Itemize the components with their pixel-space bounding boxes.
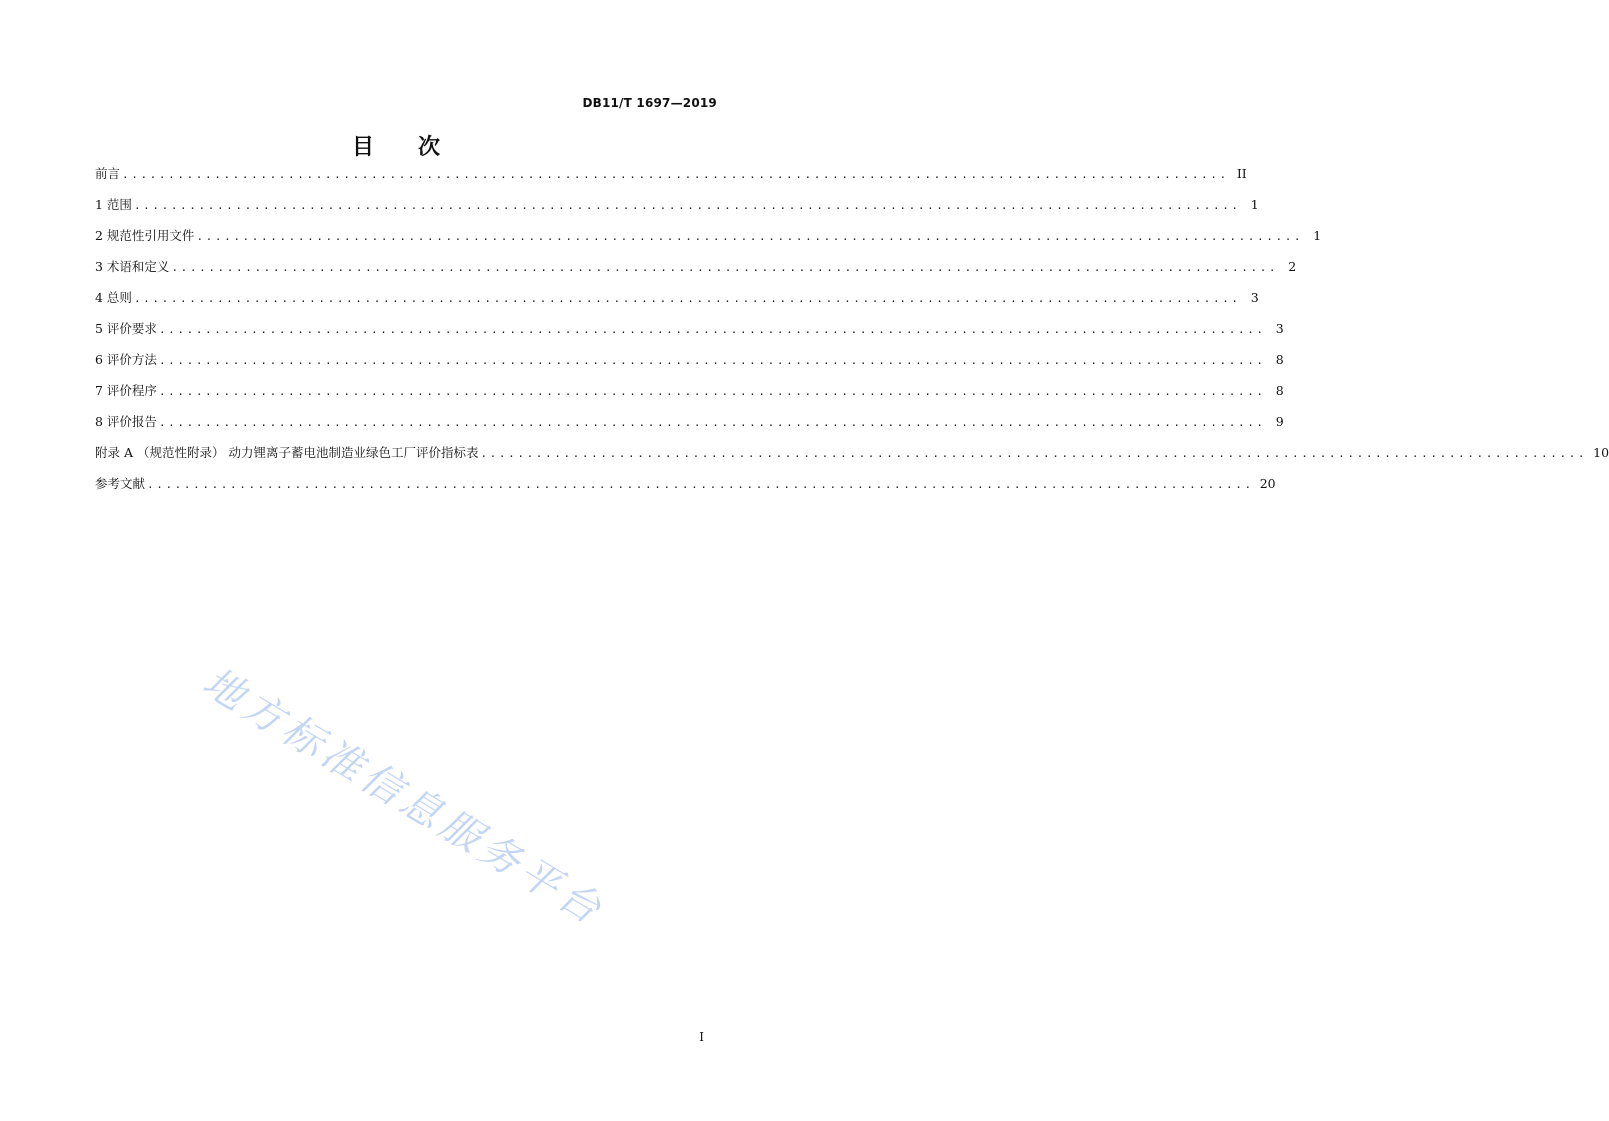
page-number: I [699,1030,704,1044]
toc-entry-normative-references[interactable] [95,225,1322,256]
toc-leader-dots: ........................................................................................................................ [171,261,1279,274]
toc-entry-bibliography[interactable] [95,473,1276,504]
document-code: DB11/T 1697—2019 [582,96,717,110]
toc-entry-label: 1 范围 [95,197,132,212]
toc-entry-label: 4 总则 [95,290,132,305]
toc-leader-dots: ........................................................................................................................ [158,416,1266,429]
toc-entry-label: 参考文献 [95,476,146,491]
toc-entry-page: 10 [1593,445,1609,460]
toc-leader-dots: ........................................................................................................................ [147,478,1254,491]
toc-title: 目 次 [351,135,440,160]
toc-leader-dots: ........................................................................................................................ [196,230,1304,243]
toc-entry-page: 9 [1275,414,1284,429]
toc-leader-dots: ........................................................................................................................ [158,354,1266,367]
toc-entry-foreword[interactable] [95,163,1247,194]
toc-entry-label: 3 术语和定义 [95,259,170,274]
toc-entry-label: 8 评价报告 [95,414,157,429]
table-of-contents [95,163,1609,504]
toc-entry-label: 前言 [95,166,121,181]
toc-leader-dots: ........................................................................................................................ [133,292,1241,305]
toc-entry-requirements[interactable] [95,318,1284,349]
toc-entry-page: 1 [1250,197,1259,212]
toc-leader-dots: ........................................................................................................................ [133,199,1241,212]
watermark-text: 地方标准信息服务平台 [194,659,613,936]
watermark [190,650,660,940]
toc-entry-page: 3 [1275,321,1284,336]
toc-entry-terms[interactable] [95,256,1297,287]
toc-entry-report[interactable] [95,411,1284,442]
toc-entry-label: 2 规范性引用文件 [95,228,195,243]
toc-entry-page: 8 [1275,383,1284,398]
toc-leader-dots: ........................................................................................................................ [158,323,1266,336]
toc-entry-label: 6 评价方法 [95,352,157,367]
toc-leader-dots: ........................................................................................................................ [122,168,1229,181]
toc-entry-page: II [1236,166,1247,181]
toc-entry-page: 3 [1250,290,1259,305]
toc-leader-dots: ........................................................................................................................ [158,385,1266,398]
toc-entry-general[interactable] [95,287,1259,318]
toc-entry-appendix-a[interactable] [95,442,1609,473]
toc-entry-page: 2 [1288,259,1297,274]
toc-entry-procedure[interactable] [95,380,1284,411]
toc-leader-dots: ........................................................................................................................ [480,447,1588,460]
toc-entry-page: 8 [1275,352,1284,367]
toc-entry-page: 20 [1259,476,1276,491]
toc-entry-scope[interactable] [95,194,1259,225]
toc-entry-label: 5 评价要求 [95,321,157,336]
toc-entry-methods[interactable] [95,349,1284,380]
toc-entry-page: 1 [1313,228,1322,243]
toc-entry-label: 7 评价程序 [95,383,157,398]
toc-entry-label: 附录 A （规范性附录） 动力锂离子蓄电池制造业绿色工厂评价指标表 [95,445,479,460]
